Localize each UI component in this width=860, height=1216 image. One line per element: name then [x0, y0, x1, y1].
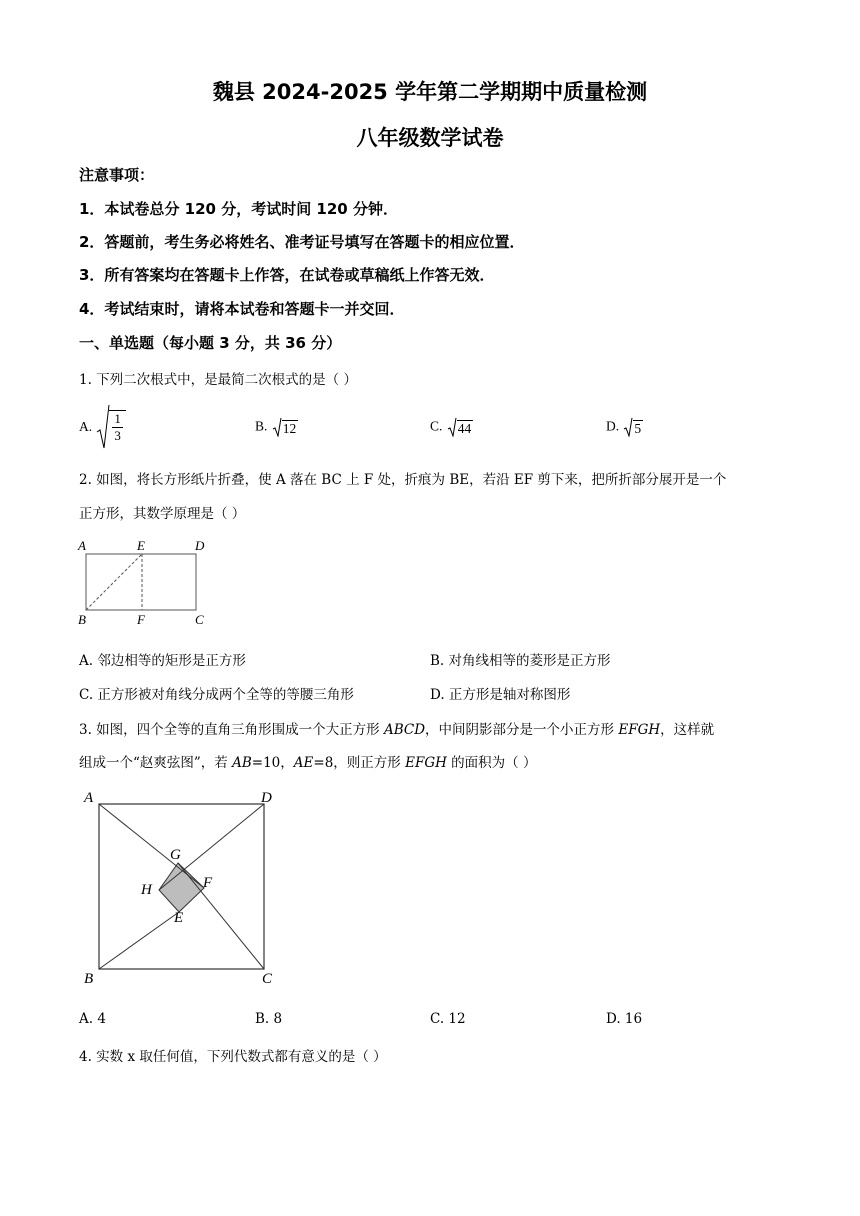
q2-stem-line1: 2. 如图，将长方形纸片折叠，使 A 落在 BC 上 F 处，折痕为 BE，若沿 EF 剪下来，把所折部分展开是一个	[79, 472, 727, 488]
section-heading: 一、单选题（每小题 3 分，共 36 分）	[79, 334, 342, 352]
option-label: B.	[255, 418, 268, 434]
q2-option-c: C. 正方形被对角线分成两个全等的等腰三角形	[79, 687, 354, 703]
label-a: A	[78, 538, 86, 553]
exam-subtitle: 八年级数学试卷	[356, 126, 504, 150]
q3-option-b: B. 8	[255, 1011, 283, 1027]
radical-sign	[96, 404, 110, 450]
segment-name: AB	[232, 755, 252, 771]
label-c: C	[195, 612, 204, 627]
q1-option-d	[606, 417, 643, 437]
label-h: H	[141, 882, 152, 898]
q2-option-a: A. 邻边相等的矩形是正方形	[79, 653, 246, 669]
square-name: EFGH	[405, 755, 447, 771]
fraction-denominator: 3	[114, 428, 121, 443]
rectangle-abcd	[86, 554, 196, 610]
sqrt-expression	[623, 417, 643, 437]
label-d: D	[261, 790, 272, 806]
fold-line-be	[86, 554, 142, 610]
label-f: F	[203, 875, 213, 891]
label-a: A	[84, 790, 94, 806]
square-name: EFGH	[618, 722, 661, 738]
label-e: E	[137, 538, 145, 553]
q3-zhao-shuang-figure	[78, 784, 288, 990]
fraction-numerator: 1	[114, 411, 121, 426]
line-b	[99, 912, 179, 969]
sqrt-fraction	[96, 404, 126, 450]
radicand: 5	[634, 421, 642, 436]
option-label: C.	[430, 418, 443, 434]
q2-rectangle-figure	[74, 536, 214, 628]
notice-heading: 注意事项：	[79, 166, 155, 184]
q2-option-d: D. 正方形是轴对称图形	[430, 687, 571, 703]
square-name: ABCD	[383, 722, 426, 738]
exam-title: 魏县 2024-2025 学年第二学期期中质量检测	[212, 80, 648, 104]
segment-name: AE	[293, 755, 314, 771]
q1-option-a	[79, 404, 126, 450]
q2-stem-line2: 正方形，其数学原理是（ ）	[79, 506, 246, 522]
option-label: A.	[79, 419, 93, 434]
label-b: B	[84, 971, 94, 987]
notice-item: 2．答题前，考生务必将姓名、准考证号填写在答题卡的相应位置．	[79, 233, 525, 251]
q1-stem: 1. 下列二次根式中，是最简二次根式的是（ ）	[79, 372, 357, 388]
notice-item: 4．考试结束时，请将本试卷和答题卡一并交回．	[79, 300, 405, 318]
line-c	[178, 863, 264, 969]
sqrt-expression	[447, 417, 474, 437]
label-g: G	[170, 847, 181, 863]
label-e: E	[174, 910, 184, 926]
q1-option-b	[255, 417, 298, 437]
q3-option-c: C. 12	[430, 1011, 466, 1027]
label-d: D	[195, 538, 205, 553]
label-f: F	[137, 612, 145, 627]
sqrt-expression	[272, 417, 299, 437]
q2-option-b: B. 对角线相等的菱形是正方形	[430, 653, 611, 669]
radical-sign	[272, 417, 282, 437]
radicand: 44	[457, 421, 472, 436]
notice-item: 1．本试卷总分 120 分，考试时间 120 分钟．	[79, 200, 398, 218]
q4-stem: 4. 实数 x 取任何值，下列代数式都有意义的是（ ）	[79, 1049, 387, 1065]
radicand: 12	[282, 421, 297, 436]
q3-stem-line2: 组成一个“赵爽弦图”，若 AB=10，AE=8，则正方形 EFGH 的面积为（ ）	[79, 755, 537, 771]
radical-sign	[623, 417, 633, 437]
label-b: B	[78, 612, 86, 627]
q1-option-c	[430, 417, 473, 437]
q3-stem-line1: 3. 如图，四个全等的直角三角形围成一个大正方形 ABCD，中间阴影部分是一个小正方形 EFGH，这样就	[79, 722, 715, 738]
q3-option-a: A. 4	[79, 1011, 106, 1027]
notice-item: 3．所有答案均在答题卡上作答，在试卷或草稿纸上作答无效．	[79, 266, 495, 284]
label-c: C	[262, 971, 273, 987]
radical-sign	[447, 417, 457, 437]
option-label: D.	[606, 418, 620, 434]
q3-option-d: D. 16	[606, 1011, 643, 1027]
